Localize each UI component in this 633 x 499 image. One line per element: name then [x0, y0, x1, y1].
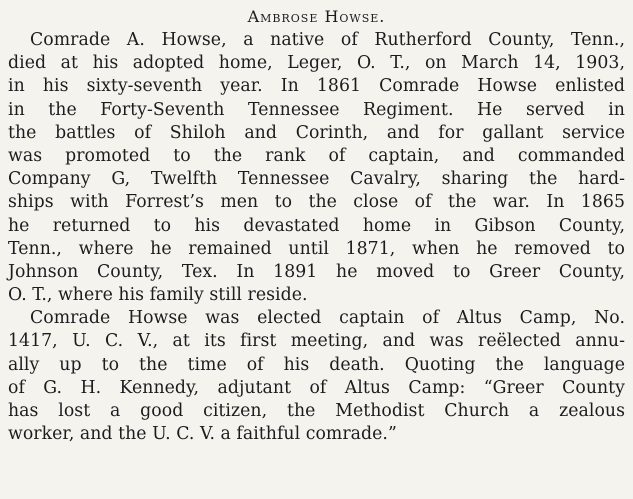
text-line: ally up to the time of his death. Quoting the language — [8, 354, 625, 375]
text-line: in the Forty-Seventh Tennessee Regiment. He served in — [8, 99, 625, 120]
text-line: Comrade A. Howse, a native of Rutherford County, Tenn., — [30, 30, 625, 50]
text-line: 1417, U. C. V., at its first meeting, and was reëlected annu- — [8, 331, 625, 352]
text-line: died at his adopted home, Leger, O. T., on March 14, 1903, — [8, 53, 625, 74]
article-title: Ambrose Howse. — [247, 7, 386, 26]
text-line: O. T., where his family still reside. — [8, 285, 308, 306]
text-line: Comrade Howse was elected captain of Altus Camp, No. — [30, 308, 625, 329]
paragraph-1 — [8, 29, 625, 307]
text-line: of G. H. Kennedy, adjutant of Altus Camp: “Greer County — [8, 377, 625, 398]
text-line: the battles of Shiloh and Corinth, and for gallant service — [8, 122, 625, 143]
text-line: was promoted to the rank of captain, and commanded — [8, 145, 625, 166]
text-line: he returned to his devastated home in Gibson County, — [8, 215, 625, 236]
text-line: worker, and the U. C. V. a faithful comrade.” — [8, 424, 397, 445]
text-line: Tenn., where he remained until 1871, when he removed to — [8, 238, 625, 259]
text-line: Johnson County, Tex. In 1891 he moved to Greer County, — [8, 261, 625, 282]
text-line: has lost a good citizen, the Methodist Church a zealous — [8, 401, 625, 421]
paragraph-2 — [8, 307, 625, 446]
text-line: in his sixty-seventh year. In 1861 Comrade Howse enlisted — [8, 76, 625, 97]
text-line: Company G, Twelfth Tennessee Cavalry, sharing the hard- — [8, 169, 625, 190]
text-line: ships with Forrest’s men to the close of the war. In 1865 — [8, 192, 625, 213]
